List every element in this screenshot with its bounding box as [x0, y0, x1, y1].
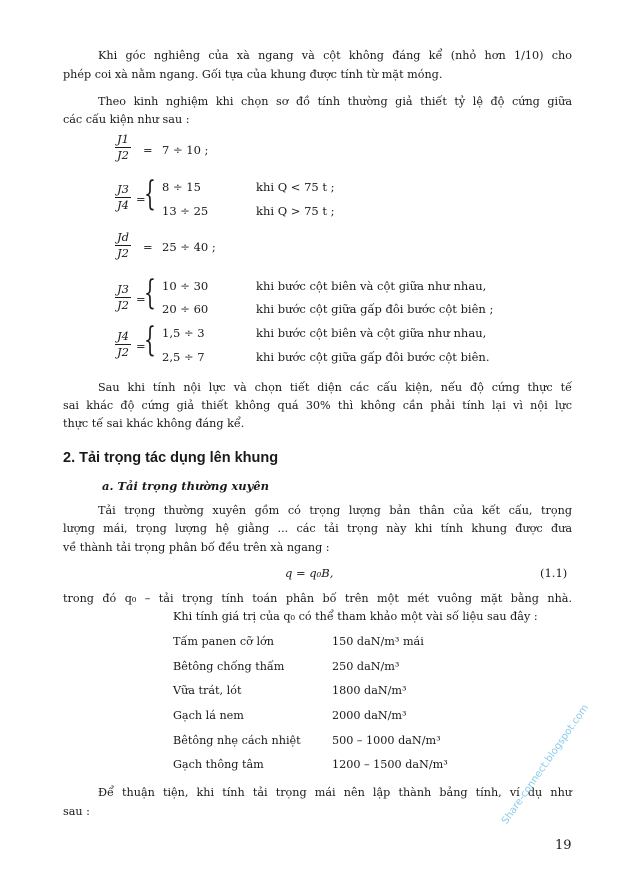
ratio-4-equals: = — [136, 292, 146, 306]
ratio-5-equals: = — [136, 339, 146, 353]
ratio-2-equals: = — [136, 192, 146, 206]
body2-line-1: Tải trọng thường xuyên gồm có trọng lượng bản thân của kết cấu, trọng — [98, 504, 572, 517]
closing-line-2: sau : — [63, 805, 90, 818]
ratio-5-brace: { — [144, 320, 156, 360]
ratio-4-brace: { — [144, 273, 156, 313]
ratio-2-brace: { — [144, 174, 156, 214]
intro-line-2: phép coi xà nằm ngang. Gối tựa của khung được tính từ mặt móng. — [63, 68, 443, 81]
ratio-3-num: Jd — [117, 230, 129, 244]
watermark-text: Share-connect.blogspot.com — [500, 702, 592, 827]
material-name-3: Vữa trát, lót — [173, 684, 242, 697]
body2-line-2: lượng mái, trọng lượng hệ giằng ... các tải trọng này khi tính khung được đưa — [63, 522, 572, 535]
ratio-5-fraction — [115, 330, 131, 359]
ratio-2-cond-2: khi Q > 75 t ; — [256, 204, 335, 218]
ratio-3-fraction — [115, 231, 131, 260]
closing-line-1: Để thuận tiện, khi tính tải trọng mái nên lập thành bảng tính, ví dụ như — [98, 786, 572, 799]
ratio-5-den: J2 — [117, 345, 129, 359]
intro-line-3: Theo kinh nghiệm khi chọn sơ đồ tính thường giả thiết tỷ lệ độ cứng giữa — [98, 95, 572, 108]
ratio-4-cond-2: khi bước cột giữa gấp đôi bước cột biên ; — [256, 302, 494, 316]
material-name-4: Gạch lá nem — [173, 709, 244, 722]
ratio-3-value: 25 ÷ 40 ; — [162, 240, 216, 254]
section-subheading: a. Tải trọng thường xuyên — [102, 479, 269, 493]
where-line-2: Khi tính giá trị của q₀ có thể tham khảo một vài số liệu sau đây : — [173, 610, 538, 623]
ratio-3-equals: = — [143, 240, 153, 254]
ratio-1-equals: = — [143, 143, 153, 157]
ratio-1-den: J2 — [117, 148, 129, 162]
material-value-6: 1200 – 1500 daN/m³ — [332, 758, 448, 771]
material-name-6: Gạch thông tâm — [173, 758, 264, 771]
ratio-2-fraction — [115, 183, 131, 212]
ratio-4-fraction — [115, 283, 131, 312]
material-value-4: 2000 daN/m³ — [332, 709, 407, 722]
ratio-5-case-2: 2,5 ÷ 7 — [162, 350, 205, 364]
equation-number: (1.1) — [540, 566, 568, 580]
ratio-4-case-1: 10 ÷ 30 — [162, 279, 209, 293]
ratio-2-cond-1: khi Q < 75 t ; — [256, 180, 335, 194]
material-value-3: 1800 daN/m³ — [332, 684, 407, 697]
after-line-2: sai khác độ cứng giả thiết không quá 30% thì không cần phải tính lại vì nội lực — [63, 399, 572, 412]
ratio-2-case-2: 13 ÷ 25 — [162, 204, 209, 218]
ratio-1-value: 7 ÷ 10 ; — [162, 143, 209, 157]
ratio-3-den: J2 — [117, 246, 129, 260]
ratio-2-den: J4 — [117, 198, 129, 212]
section-heading: 2. Tải trọng tác dụng lên khung — [63, 450, 279, 466]
ratio-4-num: J3 — [117, 282, 129, 296]
ratio-1-fraction — [115, 133, 131, 162]
page-number: 19 — [555, 838, 572, 853]
equation-q: q = q₀B, — [285, 566, 334, 580]
ratio-4-case-2: 20 ÷ 60 — [162, 302, 209, 316]
intro-line-1: Khi góc nghiêng của xà ngang và cột không đáng kể (nhỏ hơn 1/10) cho — [98, 49, 572, 62]
ratio-1-num: J1 — [117, 132, 129, 146]
ratio-5-case-1: 1,5 ÷ 3 — [162, 326, 205, 340]
ratio-5-cond-2: khi bước cột giữa gấp đôi bước cột biên. — [256, 350, 490, 364]
ratio-2-num: J3 — [117, 182, 129, 196]
ratio-4-cond-1: khi bước cột biên và cột giữa như nhau, — [256, 279, 487, 293]
material-value-5: 500 – 1000 daN/m³ — [332, 734, 441, 747]
intro-line-4: các cấu kiện như sau : — [63, 113, 190, 126]
body2-line-3: về thành tải trọng phân bố đều trên xà ngang : — [63, 541, 330, 554]
material-name-2: Bêtông chống thấm — [173, 660, 285, 673]
after-line-1: Sau khi tính nội lực và chọn tiết diện các cấu kiện, nếu độ cứng thực tế — [98, 381, 572, 394]
material-value-1: 150 daN/m³ mái — [332, 635, 424, 648]
ratio-5-num: J4 — [117, 329, 129, 343]
ratio-2-case-1: 8 ÷ 15 — [162, 180, 201, 194]
material-value-2: 250 daN/m³ — [332, 660, 400, 673]
where-line-1: trong đó q₀ – tải trọng tính toán phân bố trên một mét vuông mặt bằng nhà. — [63, 592, 572, 605]
after-line-3: thực tế sai khác không đáng kể. — [63, 417, 245, 430]
ratio-5-cond-1: khi bước cột biên và cột giữa như nhau, — [256, 326, 487, 340]
ratio-4-den: J2 — [117, 298, 129, 312]
material-name-1: Tấm panen cỡ lớn — [173, 635, 274, 648]
material-name-5: Bêtông nhẹ cách nhiệt — [173, 734, 301, 747]
